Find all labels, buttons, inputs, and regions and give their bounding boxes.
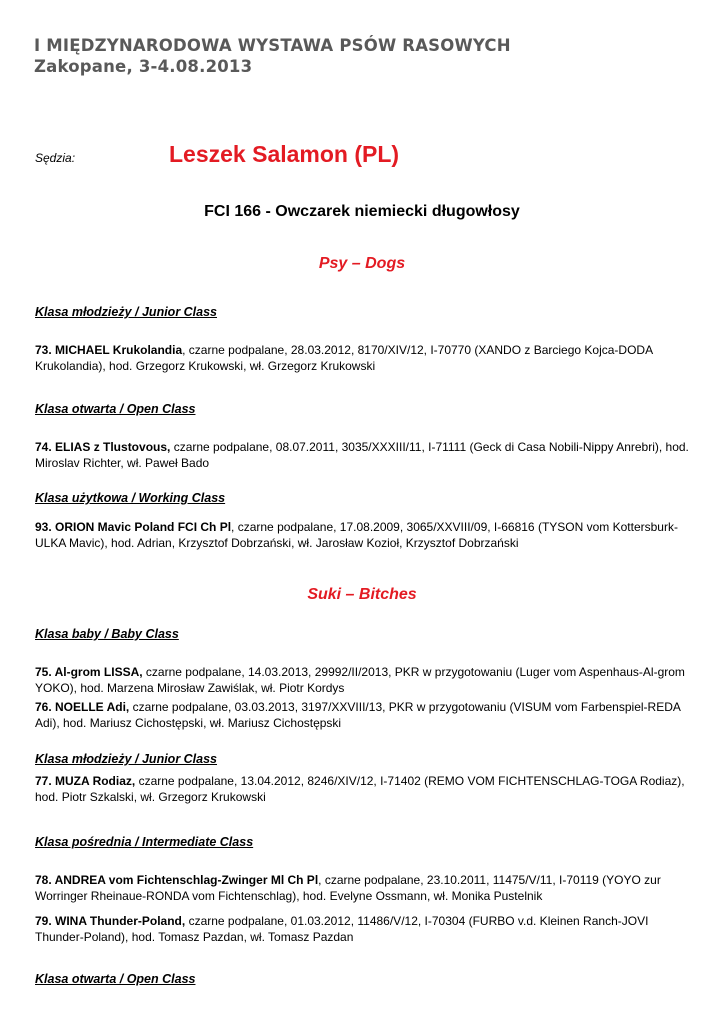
- entry-details: czarne podpalane, 01.03.2012, 11486/V/12, I-70304 (FURBO v.d. Kleinen Ranch-JOVI Thunder-Poland), hod. Tomasz Pazdan, wł. Tomasz Pazdan: [35, 914, 649, 944]
- class-title: Klasa użytkowa / Working Class: [35, 491, 226, 505]
- entry-details: , czarne podpalane, 28.03.2012, 8170/XIV/12, I-70770 (XANDO z Barciego Kojca-DODA Krukolandia), hod. Grzegorz Krukowski, wł. Grzegorz Krukowski: [35, 343, 653, 373]
- section-title-bitches: Suki – Bitches: [307, 586, 417, 603]
- section-title-dogs: Psy – Dogs: [318, 255, 406, 272]
- show-title: I MIĘDZYNARODOWA WYSTAWA PSÓW RASOWYCH: [34, 36, 511, 55]
- entry-name: 78. ANDREA vom Fichtenschlag-Zwinger Ml Ch Pl: [35, 873, 319, 887]
- entry-details: , czarne podpalane, 23.10.2011, 11475/V/11, I-70119 (YOYO zur Worringer Rheinaue-RONDA vom Fichtenschlag), hod. Evelyne Ossmann, wł. Monika Pustelnik: [35, 873, 661, 903]
- entry-details: czarne podpalane, 14.03.2013, 29992/II/2013, PKR w przygotowaniu (Luger vom Aspenhaus-Al-grom YOKO), hod. Marzena Mirosław Zawiślak, wł. Piotr Kordys: [35, 665, 685, 695]
- entry-details: , czarne podpalane, 17.08.2009, 3065/XXVIII/09, I-66816 (TYSON vom Kottersburk-ULKA Mavic), hod. Adrian, Krzysztof Dobrzański, wł. Jarosław Kozioł, Krzysztof Dobrzański: [35, 520, 678, 550]
- entry: [35, 519, 695, 551]
- class-title: Klasa pośrednia / Intermediate Class: [35, 835, 254, 849]
- class-title: Klasa otwarta / Open Class: [35, 972, 196, 986]
- breed-title: FCI 166 - Owczarek niemiecki długowłosy: [204, 203, 520, 220]
- entry: [35, 773, 695, 805]
- entry-name: 75. Al-grom LISSA,: [35, 665, 143, 679]
- entry: [35, 699, 695, 731]
- entry-name: 77. MUZA Rodiaz,: [35, 774, 136, 788]
- entry: [35, 664, 695, 696]
- class-title: Klasa otwarta / Open Class: [35, 402, 196, 416]
- entry-name: 76. NOELLE Adi,: [35, 700, 130, 714]
- entry-name: 73. MICHAEL Krukolandia: [35, 343, 183, 357]
- judge-label: Sędzia:: [35, 151, 76, 165]
- entry: [35, 913, 695, 945]
- entry: [35, 872, 695, 904]
- class-title: Klasa młodzieży / Junior Class: [35, 305, 218, 319]
- entry: [35, 439, 695, 471]
- entry-details: czarne podpalane, 08.07.2011, 3035/XXXIII/11, I-71111 (Geck di Casa Nobili-Nippy Anrebri), hod. Miroslav Richter, wł. Paweł Bado: [35, 440, 689, 470]
- entry-name: 79. WINA Thunder-Poland,: [35, 914, 186, 928]
- entry-name: 93. ORION Mavic Poland FCI Ch Pl: [35, 520, 232, 534]
- class-title: Klasa baby / Baby Class: [35, 627, 179, 641]
- entry: [35, 342, 695, 374]
- class-title: Klasa młodzieży / Junior Class: [35, 752, 218, 766]
- entry-details: czarne podpalane, 13.04.2012, 8246/XIV/12, I-71402 (REMO VOM FICHTENSCHLAG-TOGA Rodiaz), hod. Piotr Szkalski, wł. Grzegorz Krukowski: [35, 774, 685, 804]
- show-location-date: Zakopane, 3-4.08.2013: [34, 57, 253, 76]
- judge-name: Leszek Salamon (PL): [169, 141, 400, 167]
- entry-details: czarne podpalane, 03.03.2013, 3197/XXVIII/13, PKR w przygotowaniu (VISUM vom Farbenspiel-REDA Adi), hod. Mariusz Cichostępski, wł. Mariusz Cichostępski: [35, 700, 681, 730]
- entry-name: 74. ELIAS z Tlustovous,: [35, 440, 171, 454]
